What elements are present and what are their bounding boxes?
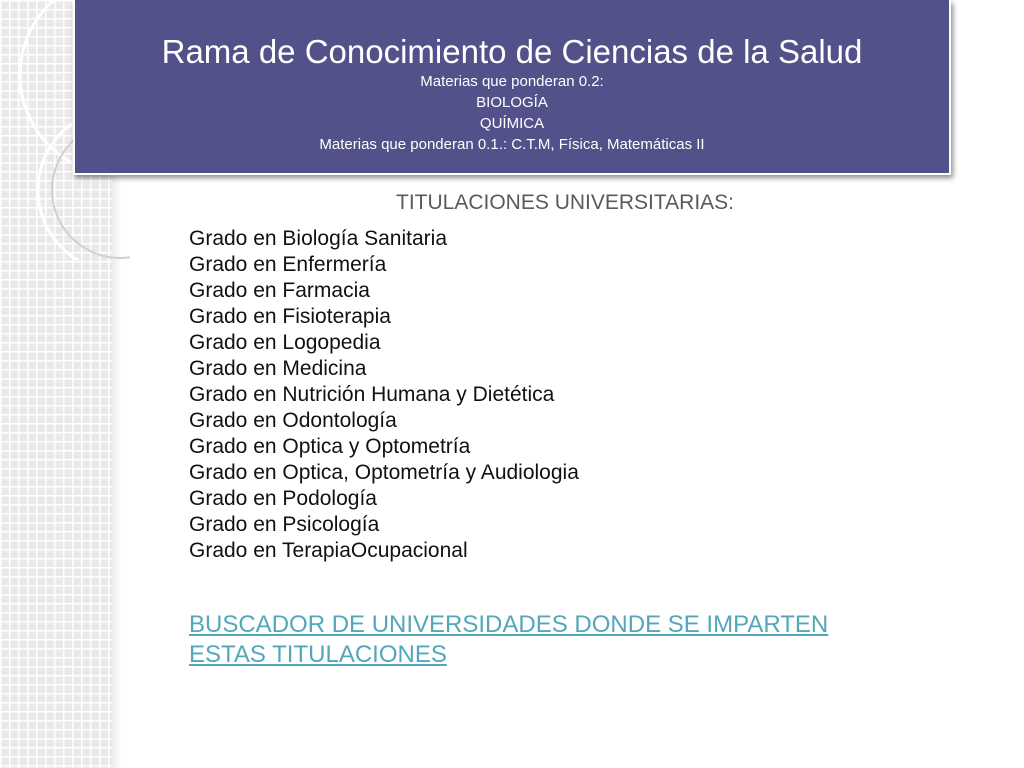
list-item: Grado en Farmacia <box>189 279 370 302</box>
subtitle-line-2: BIOLOGÍA <box>476 94 548 111</box>
title-banner <box>73 0 951 175</box>
list-item: Grado en Fisioterapia <box>189 305 391 328</box>
list-item: Grado en Psicología <box>189 513 380 536</box>
list-item: Grado en Odontología <box>189 409 397 432</box>
list-item: Grado en Medicina <box>189 357 367 380</box>
slide-title: Rama de Conocimiento de Ciencias de la Salud <box>161 33 863 70</box>
list-item: Grado en Nutrición Humana y Dietética <box>189 383 555 406</box>
list-item: Grado en Logopedia <box>189 331 381 354</box>
list-item: Grado en Enfermería <box>189 253 387 276</box>
subtitle-line-3: QUÍMICA <box>479 115 545 132</box>
list-item: Grado en Biología Sanitaria <box>189 227 447 250</box>
subtitle-line-1: Materias que ponderan 0.2: <box>420 73 604 90</box>
subtitle-line-4: Materias que ponderan 0.1.: C.T.M, Física, Matemáticas II <box>319 136 705 153</box>
list-item: Grado en Podología <box>189 487 377 510</box>
degree-list <box>189 226 579 564</box>
section-heading: TITULACIONES UNIVERSITARIAS: <box>396 191 734 214</box>
list-item: Grado en Optica, Optometría y Audiologia <box>189 461 579 484</box>
list-item: Grado en TerapiaOcupacional <box>189 539 468 562</box>
university-search-link[interactable]: BUSCADOR DE UNIVERSIDADES DONDE SE IMPARTEN ESTAS TITULACIONES <box>189 611 829 668</box>
list-item: Grado en Optica y Optometría <box>189 435 471 458</box>
